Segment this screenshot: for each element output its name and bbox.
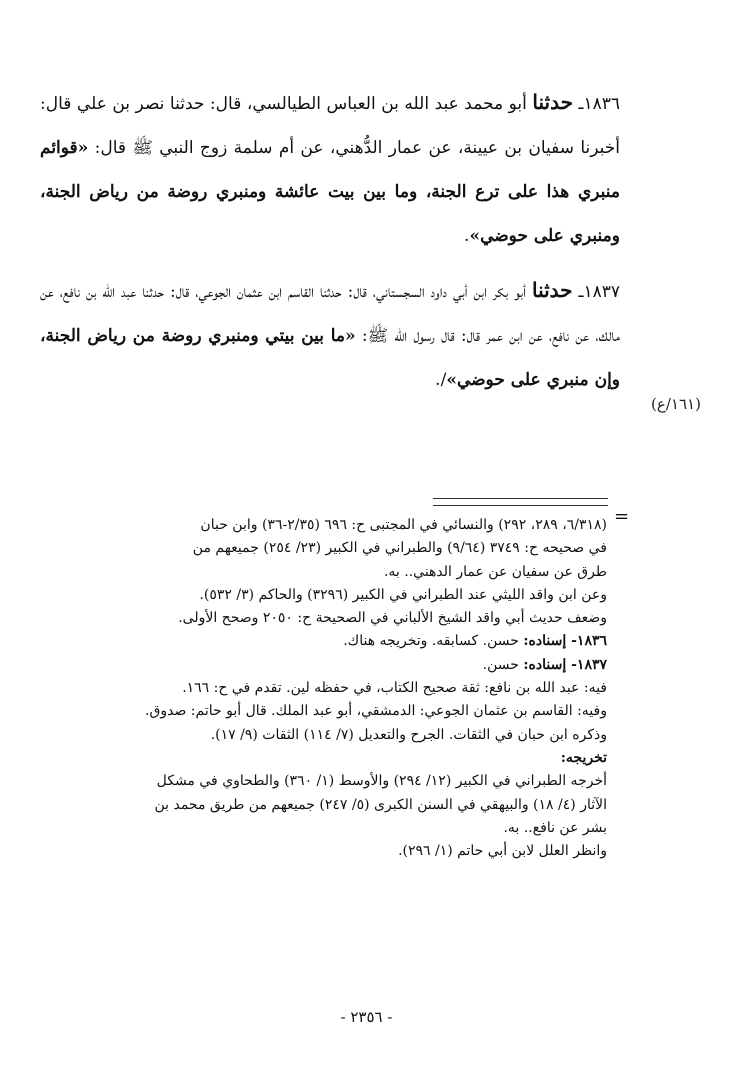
hadith-1837: [40, 268, 620, 402]
footnote-line: وضعف حديث أبي واقد الشيخ الألباني في الصحيحة ح: ٢٠٥٠ وصحح الأولى.: [178, 610, 607, 627]
footnote-line: وذكره ابن حبان في الثقات. الجرح والتعديل (٧/ ١١٤) الثقات (٩/ ١٧).: [210, 726, 607, 743]
narration-keyword: حدثنا: [531, 278, 573, 302]
footnote-1837: [42, 654, 607, 677]
isnad-text: أبو بكر ابن أبي داود السجستاني، قال: حدثنا القاسم ابن عثمان الجوعي، قال: حدثنا عبد الله بن نافع، عن مالك، عن نافع، عن ابن عمر قال: قال رسول الله ﷺ:: [40, 282, 620, 346]
footnote-line: فيه: عبد الله بن نافع: ثقة صحيح الكتاب، في حفظه لين. تقدم في ح: ١٦٦.: [182, 680, 607, 697]
hadith-number: ١٨٣٦ـ: [578, 94, 620, 114]
hadith-1836: [40, 80, 620, 258]
footnote-line: (٦/٣١٨، ٢٨٩، ٢٩٢) والنسائي في المجتبى ح: ٦٩٦ (٢/٣٥-٣٦) وابن حبان: [200, 517, 607, 533]
manuscript-folio-ref: (١٦١/ع): [651, 395, 701, 413]
footnote-line: وعن ابن واقد الليثي عند الطبراني في الكبير (٣٢٩٦) والحاكم (٣/ ٥٣٢).: [199, 586, 607, 603]
footnote-label: ١٨٣٦- إسناده:: [523, 633, 607, 650]
narration-keyword: حدثنا: [532, 90, 573, 114]
takhrij-heading: تخريجه:: [560, 749, 607, 766]
page-number: - ٢٣٥٦ -: [340, 1008, 393, 1026]
footnote-label: ١٨٣٧- إسناده:: [523, 656, 607, 673]
continuation-mark: =: [614, 506, 630, 527]
hadith-quote: «قوائم منبري هذا على ترع الجنة، وما بين بيت عائشة ومنبري روضة من رياض الجنة، ومنبري على حوضي»: [40, 138, 620, 246]
footnote-line: طرق عن سفيان عن عمار الدهني.. به.: [383, 563, 607, 580]
isnad-text: أبو محمد عبد الله بن العباس الطيالسي، قال: حدثنا نصر بن علي قال: أخبرنا سفيان بن عيينة، عن عمار الدُّهني، عن أم سلمة زوج النبي ﷺ قال:: [40, 94, 620, 158]
hadith-quote: «ما بين بيتي ومنبري روضة من رياض الجنة، وإن منبري على حوضي»: [40, 326, 620, 390]
main-text: [40, 80, 620, 402]
hadith-number: ١٨٣٧ـ: [578, 282, 621, 302]
footnote-line: في صحيحه ح: ٣٧٤٩ (٩/٦٤) والطبراني في الكبير (٢٣/ ٢٥٤) جميعهم من: [192, 540, 607, 557]
footnotes: [42, 514, 607, 863]
footnote-text: حسن.: [482, 656, 524, 673]
footnote-line: أخرجه الطبراني في الكبير (١٢/ ٢٩٤) والأوسط (١/ ٣٦٠) والطحاوي في مشكل: [156, 773, 607, 790]
footnote-line: بشر عن نافع.. به.: [503, 819, 607, 836]
footnote-separator: [433, 498, 608, 506]
footnote-1836: [42, 630, 607, 653]
footnote-line: وانظر العلل لابن أبي حاتم (١/ ٢٩٦).: [398, 843, 607, 860]
end-mark: /.: [435, 370, 447, 390]
footnote-line: وفيه: القاسم بن عثمان الجوعي: الدمشقي، أبو عبد الملك. قال أبو حاتم: صدوق.: [145, 703, 607, 720]
end-mark: .: [464, 226, 470, 246]
footnote-line: الآثار (٤/ ١٨) والبيهقي في السنن الكبرى (٥/ ٢٤٧) جميعهم من طريق محمد بن: [154, 796, 607, 813]
footnote-text: حسن. كسابقه. وتخريجه هناك.: [343, 633, 524, 650]
